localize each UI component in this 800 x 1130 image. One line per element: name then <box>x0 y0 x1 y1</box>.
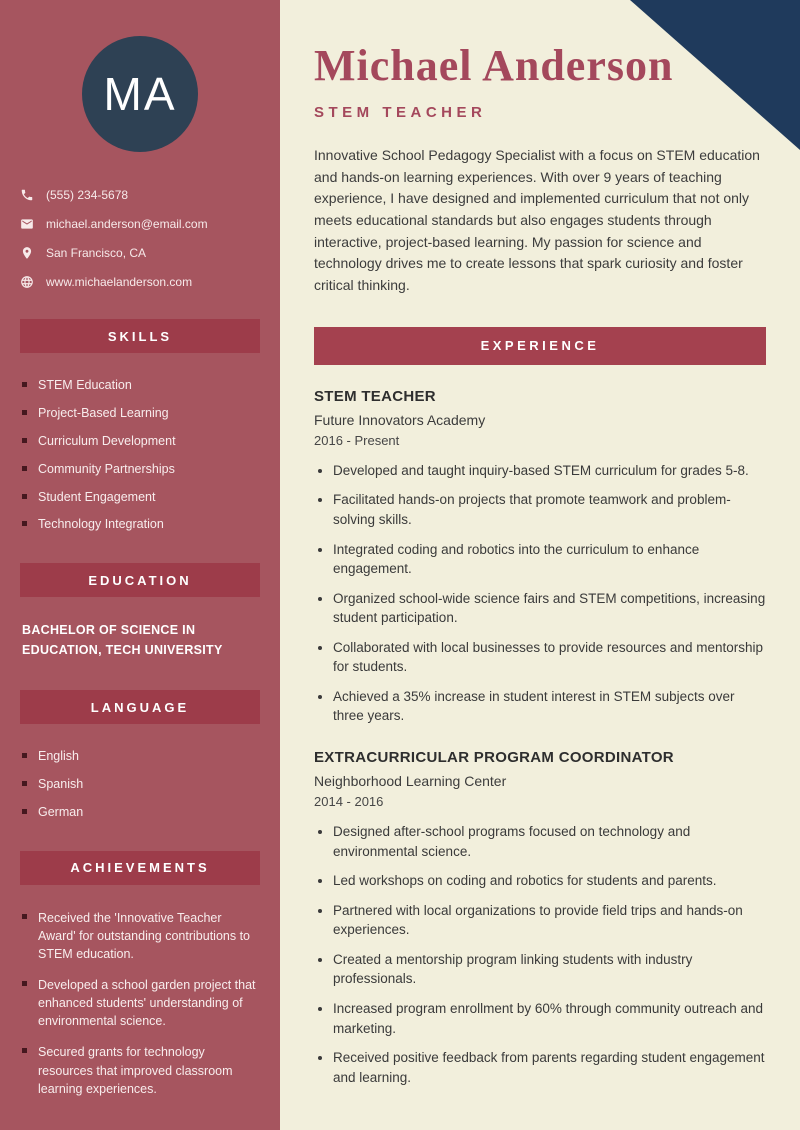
contact-location <box>20 246 260 260</box>
achievements-title: ACHIEVEMENTS <box>70 860 210 876</box>
language-list <box>0 724 280 821</box>
language-item <box>22 776 258 793</box>
job-bullet: • Led workshops on coding and robotics for students and parents. <box>333 871 766 891</box>
language-label: English <box>38 749 79 763</box>
experience-section-header <box>314 327 766 365</box>
skill-item <box>22 489 258 506</box>
job-bullet-list <box>314 822 766 1087</box>
square-bullet-icon <box>22 382 27 387</box>
achievement-text: Developed a school garden project that enhanced students' understanding of environmental science. <box>38 978 256 1029</box>
job-bullet: • Developed and taught inquiry-based STEM curriculum for grades 5-8. <box>333 461 766 481</box>
job-role: EXTRACURRICULAR PROGRAM COORDINATOR <box>314 749 674 766</box>
square-bullet-icon <box>22 914 27 919</box>
skills-title: SKILLS <box>107 328 173 344</box>
job-bullet: • Designed after-school programs focused on technology and environmental science. <box>333 822 766 861</box>
skill-label: Student Engagement <box>38 489 156 504</box>
globe-icon <box>20 275 34 289</box>
location-pin-icon <box>20 246 34 260</box>
job-dates: 2014 - 2016 <box>314 794 384 809</box>
job-company: Neighborhood Learning Center <box>314 773 507 789</box>
achievement-item <box>22 976 258 1030</box>
contact-phone-text: (555) 234-5678 <box>46 188 129 202</box>
skills-list <box>0 353 280 533</box>
square-bullet-icon <box>22 781 27 786</box>
main-content <box>280 0 800 1130</box>
square-bullet-icon <box>22 809 27 814</box>
job-bullet-list <box>314 461 766 726</box>
language-label: German <box>38 804 84 819</box>
square-bullet-icon <box>22 753 27 758</box>
language-label: Spanish <box>38 776 84 791</box>
job-role: STEM TEACHER <box>314 387 436 405</box>
skill-label: Technology Integration <box>38 517 164 532</box>
square-bullet-icon <box>22 466 27 471</box>
education-section-header <box>20 563 260 597</box>
skill-label: Community Partnerships <box>38 461 175 476</box>
contact-section <box>0 188 280 289</box>
contact-phone <box>20 188 260 202</box>
achievement-item <box>22 909 258 963</box>
achievement-item <box>22 1043 258 1097</box>
education-title: EDUCATION <box>88 572 192 588</box>
contact-website-text: www.michaelanderson.com <box>46 275 193 289</box>
job-bullet: • Increased program enrollment by 60% through community outreach and marketing. <box>333 999 766 1038</box>
skill-item <box>22 461 258 478</box>
job-bullet: • Integrated coding and robotics into the curriculum to enhance engagement. <box>333 540 766 579</box>
language-section-header <box>20 690 260 724</box>
contact-email-text: michael.anderson@email.com <box>46 217 208 231</box>
language-item <box>22 748 258 765</box>
skill-label: STEM Education <box>38 378 132 392</box>
achievement-text: Secured grants for technology resources that improved classroom learning experiences. <box>38 1045 233 1096</box>
sidebar <box>0 0 280 1130</box>
email-icon <box>20 217 34 231</box>
achievement-text: Received the 'Innovative Teacher Award' for outstanding contributions to STEM education. <box>38 910 251 961</box>
candidate-name: Michael Anderson <box>314 41 674 90</box>
job-bullet: • Collaborated with local businesses to provide resources and mentorship for students. <box>333 638 766 677</box>
job-dates: 2016 - Present <box>314 432 400 448</box>
skill-label: Project-Based Learning <box>38 405 169 420</box>
language-item <box>22 804 258 821</box>
job-entry <box>314 388 766 726</box>
job-bullet: • Received positive feedback from parents regarding student engagement and learning. <box>333 1048 766 1087</box>
skill-item <box>22 433 258 450</box>
job-bullet: • Organized school-wide science fairs and STEM competitions, increasing student participation. <box>333 589 766 628</box>
phone-icon <box>20 188 34 202</box>
skill-item <box>22 405 258 422</box>
square-bullet-icon <box>22 438 27 443</box>
skill-item <box>22 516 258 533</box>
avatar <box>82 36 198 152</box>
job-entry <box>314 749 766 1087</box>
achievements-section-header <box>20 851 260 885</box>
education-degree: BACHELOR OF SCIENCE IN EDUCATION, TECH UNIVERSITY <box>22 623 223 657</box>
contact-email <box>20 217 260 231</box>
skill-item <box>22 377 258 394</box>
square-bullet-icon <box>22 1048 27 1053</box>
square-bullet-icon <box>22 494 27 499</box>
skill-label: Curriculum Development <box>38 433 176 448</box>
language-title: LANGUAGE <box>90 699 190 715</box>
candidate-job-title: STEM TEACHER <box>314 104 487 121</box>
contact-website <box>20 275 260 289</box>
job-bullet: • Achieved a 35% increase in student interest in STEM subjects over three years. <box>333 687 766 726</box>
summary-paragraph: Innovative School Pedagogy Specialist with a focus on STEM education and hands-on learning experiences. With over 9 years of teaching experience, I have designed and implemented curriculum that not only meets educational standards but also engages students through interactive, project-based learning. My passion for science and technology drives me to create lessons that spark curiosity and foster critical thinking. <box>314 147 760 294</box>
experience-title: EXPERIENCE <box>480 338 600 354</box>
contact-location-text: San Francisco, CA <box>46 246 147 260</box>
job-company: Future Innovators Academy <box>314 411 486 428</box>
job-bullet: • Created a mentorship program linking students with industry professionals. <box>333 950 766 989</box>
achievements-list <box>0 885 280 1098</box>
square-bullet-icon <box>22 521 27 526</box>
avatar-initials: MA <box>103 68 177 120</box>
skills-section-header <box>20 319 260 353</box>
square-bullet-icon <box>22 981 27 986</box>
square-bullet-icon <box>22 410 27 415</box>
job-bullet: • Partnered with local organizations to provide field trips and hands-on experiences. <box>333 901 766 940</box>
job-bullet: • Facilitated hands-on projects that promote teamwork and problem-solving skills. <box>333 490 766 529</box>
